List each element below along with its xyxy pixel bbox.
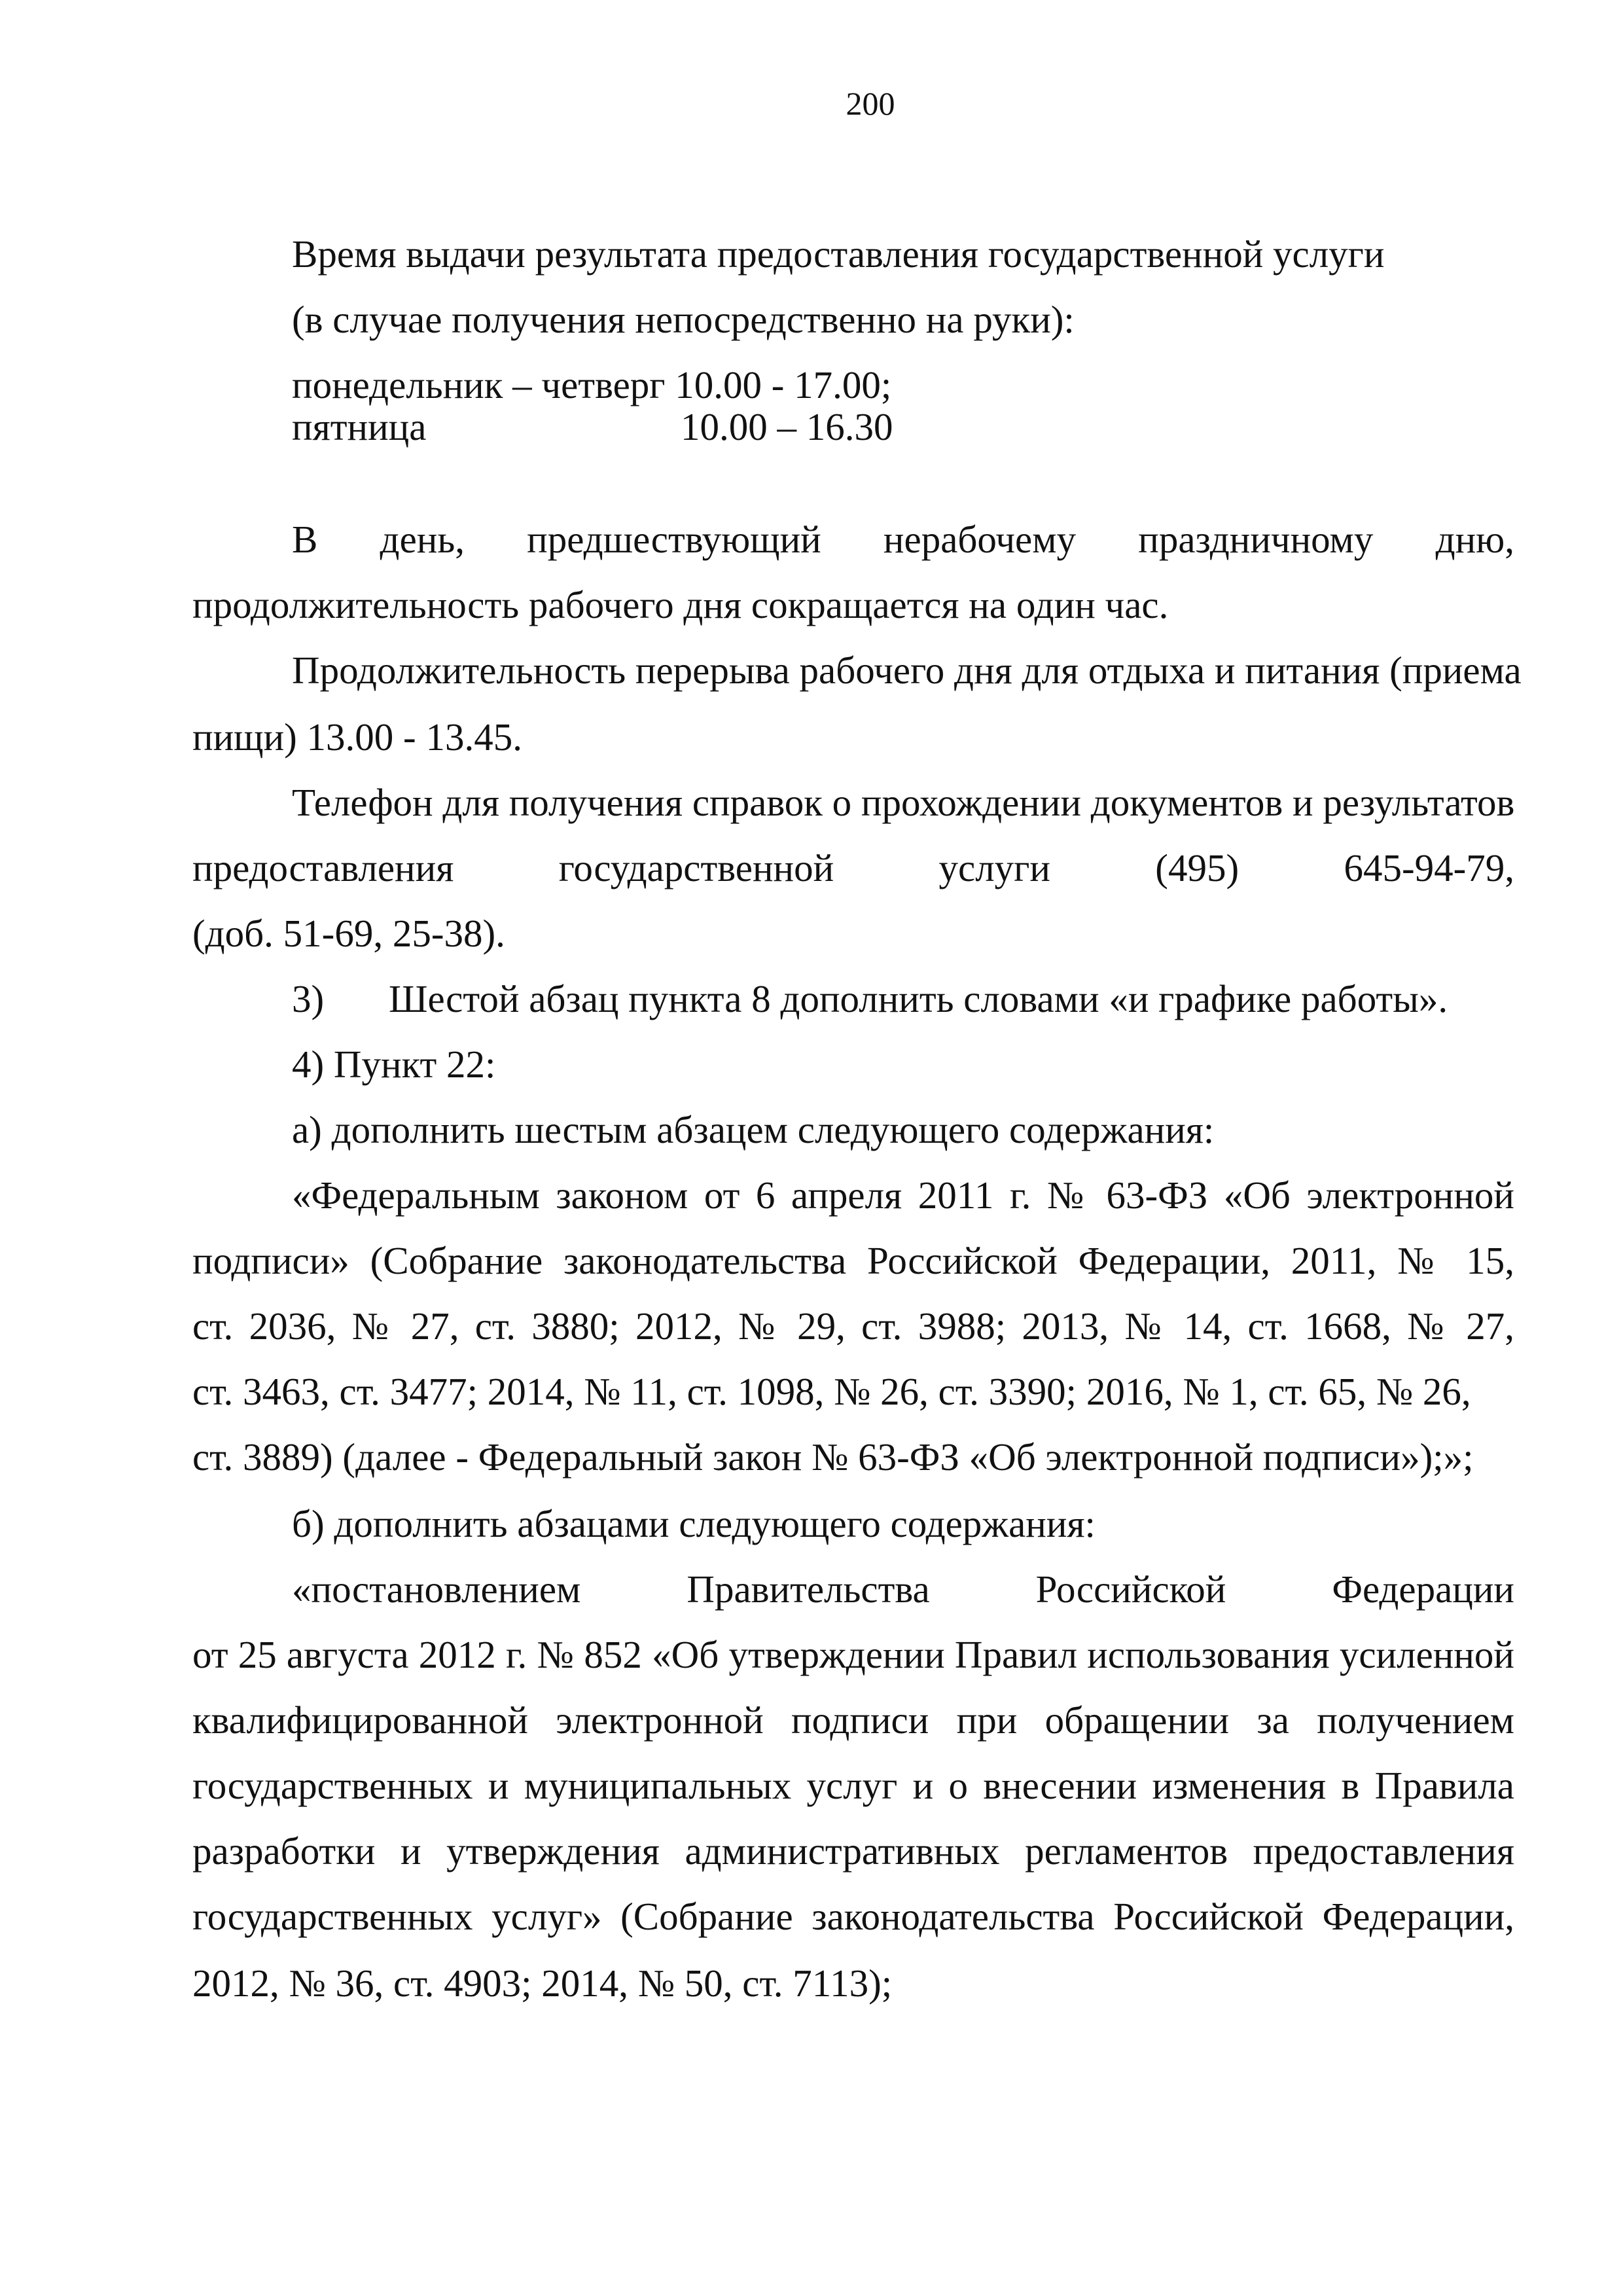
sub-a-intro: а) дополнить шестым абзацем следующего содержания:	[292, 1108, 1215, 1151]
sub-b-line-6: государственных услуг» (Собрание законодательства Российской Федерации,	[192, 1895, 1514, 1938]
schedule-row-mon-thu: понедельник – четверг 10.00 - 17.00;	[292, 363, 892, 406]
schedule-title-line-2: (в случае получения непосредственно на руки):	[292, 298, 1075, 341]
sub-b-line-7: 2012, № 36, ст. 4903; 2014, № 50, ст. 7113);	[192, 1962, 893, 2005]
sub-a-line-4: ст. 3463, ст. 3477; 2014, № 11, ст. 1098, № 26, ст. 3390; 2016, № 1, ст. 65, № 26,	[192, 1370, 1471, 1413]
sub-a-line-5: ст. 3889) (далее - Федеральный закон № 63-ФЗ «Об электронной подписи»);»;	[192, 1435, 1474, 1479]
sub-b-line-1: «постановлением Правительства Российской Федерации	[292, 1568, 1514, 1611]
break-line-2: пищи) 13.00 - 13.45.	[192, 715, 522, 759]
pre-holiday-line-1: В день, предшествующий нерабочему праздничному дню,	[292, 518, 1514, 561]
item-4: 4) Пункт 22:	[292, 1043, 496, 1086]
phone-line-2: предоставления государственной услуги (495) 645-94-79,	[192, 846, 1514, 889]
sub-b-line-2: от 25 августа 2012 г. № 852 «Об утверждении Правил использования усиленной	[192, 1633, 1514, 1676]
schedule-friday-time: 10.00 – 16.30	[681, 405, 893, 448]
schedule-friday-label: пятница	[292, 405, 427, 448]
item-3-number: 3)	[292, 977, 325, 1020]
break-line-1: Продолжительность перерыва рабочего дня для отдыха и питания (приема	[292, 649, 1522, 692]
pre-holiday-line-2: продолжительность рабочего дня сокращается на один час.	[192, 583, 1169, 626]
sub-a-line-3: ст. 2036, № 27, ст. 3880; 2012, № 29, ст. 3988; 2013, № 14, ст. 1668, № 27,	[192, 1304, 1514, 1348]
phone-line-3: (доб. 51-69, 25-38).	[192, 912, 505, 955]
sub-b-intro: б) дополнить абзацами следующего содержания:	[292, 1502, 1096, 1545]
sub-a-line-2: подписи» (Собрание законодательства Российской Федерации, 2011, № 15,	[192, 1239, 1514, 1282]
phone-line-1: Телефон для получения справок о прохождении документов и результатов	[292, 781, 1515, 824]
schedule-title-line-1: Время выдачи результата предоставления государственной услуги	[292, 232, 1385, 276]
sub-b-line-3: квалифицированной электронной подписи при обращении за получением	[192, 1698, 1514, 1742]
sub-b-line-4: государственных и муниципальных услуг и о внесении изменения в Правила	[192, 1764, 1514, 1807]
sub-b-line-5: разработки и утверждения административных регламентов предоставления	[192, 1829, 1514, 1873]
page-number: 200	[846, 85, 895, 122]
sub-a-line-1: «Федеральным законом от 6 апреля 2011 г. № 63-ФЗ «Об электронной	[292, 1174, 1514, 1217]
item-3-text: Шестой абзац пункта 8 дополнить словами «и графике работы».	[389, 977, 1448, 1020]
